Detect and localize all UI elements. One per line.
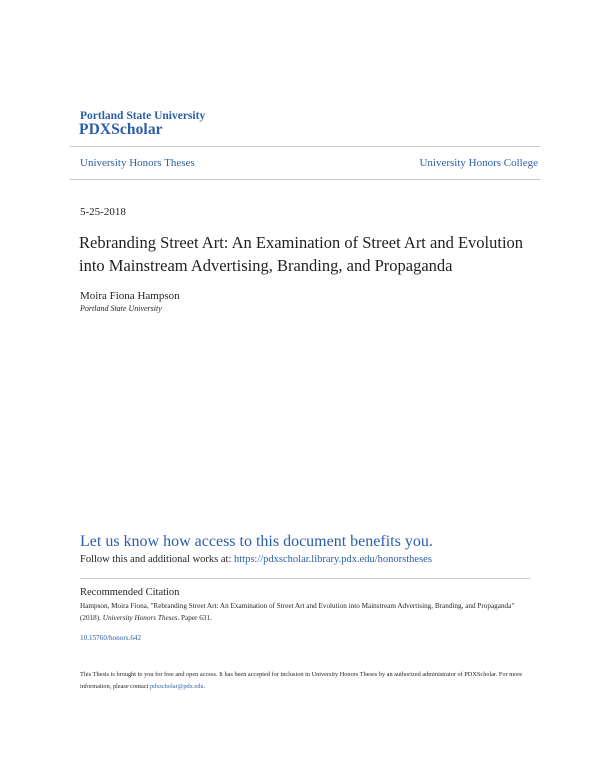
contact-email-link[interactable]: pdxscholar@pdx.edu	[149, 682, 204, 690]
publication-date: 5-25-2018	[80, 206, 126, 218]
collection-url-link[interactable]: https://pdxscholar.library.pdx.edu/honorstheses	[234, 554, 432, 565]
follow-line	[80, 554, 432, 565]
citation-part-1: Hampson, Moira Fiona, "Rebranding Street Art: An Examination of Street Art and Evolution into Mainstream Advertising, Branding, and Propaganda" (2018).	[80, 602, 515, 622]
author-affiliation: Portland State University	[80, 304, 162, 313]
footer-end: .	[203, 682, 206, 690]
repository-name: PDXScholar	[79, 121, 163, 138]
footer-notice	[80, 669, 530, 692]
follow-prefix: Follow this and additional works at:	[80, 554, 234, 565]
footer-text: This Thesis is brought to you for free and open access. It has been accepted for inclusion in University Honors Theses by an authorized administrator of PDXScholar. For more information, please contact	[80, 671, 523, 690]
citation-text	[80, 601, 530, 624]
author-name: Moira Fiona Hampson	[80, 290, 180, 302]
series-link-honors-college[interactable]: University Honors College	[419, 157, 538, 169]
bottom-divider	[70, 179, 540, 180]
series-link-honors-theses[interactable]: University Honors Theses	[80, 157, 195, 169]
benefit-feedback-link[interactable]: Let us know how access to this document benefits you.	[80, 533, 433, 550]
doi-link[interactable]: 10.15760/honors.642	[80, 634, 142, 642]
citation-part-2: . Paper 631.	[177, 613, 212, 622]
recommended-citation-heading: Recommended Citation	[80, 587, 180, 598]
citation-series: University Honors Theses	[102, 613, 178, 622]
citation-divider	[80, 578, 530, 579]
top-divider	[70, 146, 540, 147]
document-title: Rebranding Street Art: An Examination of Street Art and Evolution into Mainstream Advertising, Branding, and Propaganda	[79, 233, 524, 275]
institution-name: Portland State University	[80, 110, 206, 122]
